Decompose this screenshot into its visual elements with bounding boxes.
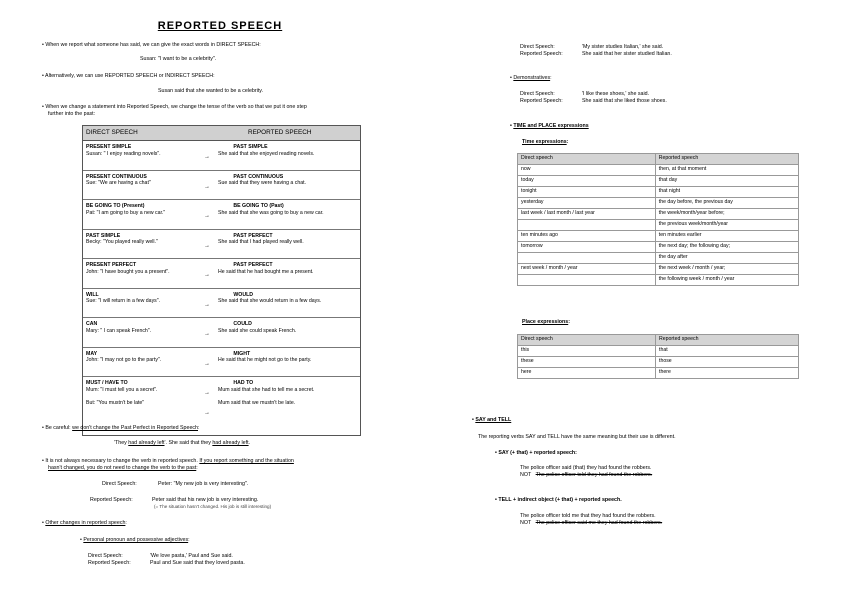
table-cell: the previous week/month/year	[655, 220, 798, 231]
bullet-tense-change: • When we change a statement into Reported Speech, we change the tense of the verb so that we put it one step	[42, 104, 307, 110]
t: :	[188, 537, 190, 543]
dem-ds-label: Direct Speech:	[520, 91, 555, 97]
t: TIME and PLACE expressions	[513, 123, 589, 129]
not-always-note: • It is not always necessary to change the verb in reported speech. If you report something and the situation	[42, 458, 294, 464]
bullet-text: When we report what someone has said, we can give the exact words in DIRECT SPEECH:	[45, 42, 261, 48]
arrow-icon: →	[204, 331, 210, 337]
reported-example: She said that she enjoyed reading novels.	[218, 150, 315, 157]
arrow-icon: →	[204, 242, 210, 249]
careful-note: • Be careful: we don't change the Past Perfect in Reported Speech:	[42, 425, 200, 431]
direct-example: John: "I may not go to the party".	[86, 357, 162, 364]
dem-rs-text: She said that she liked those shoes.	[582, 98, 667, 104]
top-ds-text: 'My sister studies Italian,' she said.	[582, 44, 664, 50]
direct-example: Mum: "I must tell you a secret".	[86, 386, 158, 393]
t: :	[568, 319, 570, 325]
table-cell: the day before, the previous day	[655, 198, 798, 209]
table-cell: yesterday	[518, 198, 656, 209]
place-expressions-heading	[522, 319, 570, 326]
direct-example: John: "I have bought you a present".	[86, 268, 170, 275]
bullet-direct-speech: • When we report what someone has said, we can give the exact words in DIRECT SPEECH:	[42, 42, 261, 48]
table-cell: that day	[655, 176, 798, 187]
p-rs-label: Reported Speech:	[88, 560, 131, 566]
arrow-icon: →	[204, 360, 210, 367]
demonstratives-heading: • Demonstratives:	[510, 75, 552, 81]
arrow-icon: →	[204, 390, 210, 396]
say-ex1: The police officer said (that) they had found the robbers.	[520, 465, 652, 471]
tell-rule: • TELL + indirect object (+ that) + reported speech.	[495, 497, 622, 503]
bullet-text-cont: further into the past:	[48, 111, 96, 117]
say-ex2	[520, 472, 652, 479]
arrow-icon: →	[204, 154, 210, 160]
table-cell: today	[518, 176, 656, 187]
table-row	[83, 200, 360, 230]
top-ds-label: Direct Speech:	[520, 44, 555, 50]
tense-direct: MAY	[86, 350, 98, 357]
time-place-heading: • TIME and PLACE expressions	[510, 123, 589, 129]
example-reported: Susan said that she wanted to be a celebrity.	[158, 88, 264, 94]
header-cell: Direct speech	[518, 335, 656, 346]
careful-post: :	[198, 425, 200, 431]
table-cell: the next week / month / year;	[655, 264, 798, 275]
table-cell: the day after	[655, 253, 798, 264]
tense-reported: BE GOING TO (Past)	[233, 203, 284, 209]
ds-label: Direct Speech:	[102, 481, 137, 487]
table-row	[518, 176, 799, 187]
tense-direct: WILL	[86, 291, 99, 298]
table-cell: that night	[655, 187, 798, 198]
direct-example: Mary: " I can speak French".	[86, 327, 152, 334]
tense-direct: CAN	[86, 321, 98, 327]
tense-reported: PAST SIMPLE	[233, 144, 268, 150]
p-ds-label: Direct Speech:	[88, 553, 123, 559]
tense-direct: PRESENT CONTINUOUS	[86, 173, 147, 180]
t: Demonstratives	[513, 75, 551, 81]
arrow-icon: →	[204, 410, 210, 416]
say-rule: • SAY (+ that) + reported speech:	[495, 450, 577, 456]
tense-table	[82, 125, 361, 436]
direct-example: Sue: "We are having a chat"	[86, 180, 151, 187]
table-row	[518, 253, 799, 264]
table-cell: those	[656, 357, 799, 368]
personal-pronoun: • Personal pronoun and possessive adjectives:	[80, 537, 190, 543]
example-direct: Susan: "I want to be a celebrity".	[140, 56, 217, 62]
table-cell: there	[656, 368, 799, 379]
header-cell: Direct speech	[518, 154, 656, 165]
bullet-reported-speech: • Alternatively, we can use REPORTED SPEECH or INDIRECT SPEECH:	[42, 73, 215, 79]
say-tell-text: The reporting verbs SAY and TELL have the same meaning but their use is different.	[478, 434, 676, 440]
bullet-text: When we change a statement into Reported Speech, we change the tense of the verb so that we put it one step	[45, 104, 307, 110]
table-cell: this	[518, 346, 656, 357]
tense-direct: MUST / HAVE TO	[86, 380, 128, 386]
table-header	[518, 154, 799, 165]
bullet-text: Alternatively, we can use REPORTED SPEECH or INDIRECT SPEECH:	[45, 73, 215, 79]
table-cell: here	[518, 368, 656, 379]
table-row	[83, 289, 360, 319]
direct-example-2: But: "You mustn't be late"	[86, 399, 145, 406]
rs-label: Reported Speech:	[90, 497, 133, 503]
t: :	[196, 465, 198, 471]
time-expressions-heading	[522, 139, 568, 146]
arrow-icon: →	[204, 272, 210, 278]
t: Personal pronoun and possessive adjectives	[83, 537, 189, 543]
table-cell	[518, 220, 656, 231]
table-row	[518, 357, 799, 368]
t: NOT	[520, 472, 532, 478]
table-row	[518, 346, 799, 357]
table-cell: the following week / month / year	[655, 275, 798, 286]
reported-example: She said she could speak French.	[218, 327, 297, 334]
table-row	[83, 171, 360, 201]
table-cell: now	[518, 165, 656, 176]
not-always-cont	[48, 465, 198, 472]
header-direct: DIRECT SPEECH	[86, 128, 138, 136]
ds-text: Peter: "My new job is very interesting".	[158, 481, 249, 487]
time-table	[517, 153, 799, 286]
place-table	[517, 334, 799, 379]
dem-rs-label: Reported Speech:	[520, 98, 563, 104]
t: hasn't changed, you do not need to change the verb to the past	[48, 465, 197, 471]
table-header	[83, 126, 360, 141]
table-row	[83, 318, 360, 348]
t: Place expressions	[522, 319, 569, 325]
table-row	[518, 242, 799, 253]
careful-underline: we don't change the Past Perfect in Reported Speech	[72, 425, 198, 431]
tense-reported: HAD TO	[233, 380, 254, 386]
t: :	[125, 520, 127, 526]
tense-direct: PRESENT PERFECT	[86, 262, 137, 268]
direct-example: Sue: "I will return in a few days".	[86, 298, 161, 305]
table-row	[518, 165, 799, 176]
t: The police officer told they had found the robbers.	[535, 472, 653, 478]
table-row	[83, 348, 360, 378]
table-cell: tonight	[518, 187, 656, 198]
arrow-icon: →	[204, 301, 210, 308]
other-changes: • Other changes in reported speech:	[42, 520, 127, 526]
tense-reported: MIGHT	[233, 350, 251, 357]
reported-example-2: Mum said that we mustn't be late.	[218, 399, 296, 406]
t: had already left	[128, 440, 165, 446]
tell-ex2	[520, 520, 662, 527]
table-row	[83, 230, 360, 260]
top-rs-text: She said that her sister studied Italian.	[582, 51, 672, 57]
table-row	[518, 198, 799, 209]
top-rs-label: Reported Speech:	[520, 51, 563, 57]
tense-direct: BE GOING TO (Present)	[86, 203, 145, 209]
t: '. She said that they	[164, 440, 213, 446]
direct-example: Becky: "You played really well."	[86, 239, 158, 246]
t: :	[550, 75, 552, 81]
table-row	[518, 209, 799, 220]
table-cell: tomorrow	[518, 242, 656, 253]
table-row	[83, 259, 360, 289]
table-cell: then, at that moment	[655, 165, 798, 176]
table-cell	[518, 275, 656, 286]
table-cell: ten minutes earlier	[655, 231, 798, 242]
t: Time expressions	[522, 139, 567, 145]
table-row	[518, 220, 799, 231]
t: :	[566, 139, 569, 145]
t: SAY (+ that) + reported speech:	[498, 450, 577, 456]
tense-reported: COULD	[233, 321, 252, 327]
table-row	[518, 275, 799, 286]
reported-example: Sue said that they were having a chat.	[218, 180, 306, 187]
header-reported: REPORTED SPEECH	[248, 128, 312, 136]
reported-example: She said that she would return in a few days.	[218, 298, 322, 305]
reported-example: She said that I had played really well.	[218, 239, 304, 246]
reported-example: She said that she was going to buy a new car.	[218, 209, 324, 216]
t: The police officer said me they had found the robbers.	[535, 520, 663, 526]
table-cell: ten minutes ago	[518, 231, 656, 242]
tell-ex1: The police officer told me that they had found the robbers.	[520, 513, 656, 519]
header-cell: Reported speech	[656, 335, 799, 346]
tense-direct: PAST SIMPLE	[86, 232, 121, 239]
table-cell: next week / month / year	[518, 264, 656, 275]
table-row	[518, 368, 799, 379]
table-row	[518, 187, 799, 198]
table-row	[83, 141, 360, 171]
arrow-icon: →	[204, 213, 210, 219]
dem-ds-text: 'I like these shoes,' she said.	[582, 91, 650, 97]
careful-example	[114, 440, 250, 447]
p-rs-text: Paul and Sue said that they loved pasta.	[150, 560, 245, 566]
rs-text: Peter said that his new job is very interesting.	[152, 497, 259, 503]
tense-reported: PAST PERFECT	[233, 262, 273, 268]
direct-example: Susan: " I enjoy reading novels".	[86, 150, 161, 157]
t: NOT	[520, 520, 532, 526]
table-row	[518, 231, 799, 242]
reported-example: He said that he might not go to the party.	[218, 357, 312, 364]
table-header	[518, 335, 799, 346]
t: TELL + indirect object (+ that) + reported speech.	[498, 497, 622, 503]
t: had already left	[212, 440, 249, 446]
table-cell: the week/month/year before;	[655, 209, 798, 220]
careful-pre: Be careful:	[45, 425, 73, 431]
direct-example: Pat: "I am going to buy a new car."	[86, 209, 166, 216]
table-cell	[518, 253, 656, 264]
t: It is not always necessary to change the verb in reported speech.	[45, 458, 200, 464]
table-cell: that	[656, 346, 799, 357]
reported-example: Mum said that she had to tell me a secret.	[218, 386, 315, 393]
p-ds-text: 'We love pasta,' Paul and Sue said.	[150, 553, 233, 559]
header-cell: Reported speech	[655, 154, 798, 165]
tense-reported: PAST CONTINUOUS	[233, 173, 284, 180]
t: Other changes in reported speech	[45, 520, 126, 526]
table-cell: last week / last month / last year	[518, 209, 656, 220]
t: If you report something and the situation	[199, 458, 294, 464]
t: SAY and TELL	[475, 417, 512, 423]
tense-reported: WOULD	[233, 291, 253, 298]
table-row	[518, 264, 799, 275]
table-cell: the next day; the following day;	[655, 242, 798, 253]
arrow-icon: →	[204, 183, 210, 190]
tense-direct: PRESENT SIMPLE	[86, 144, 132, 150]
say-tell-heading: • SAY and TELL	[472, 417, 512, 423]
reported-example: He said that he had bought me a present.	[218, 268, 314, 275]
page-title: REPORTED SPEECH	[157, 20, 283, 32]
rs-note: (= The situation hasn't changed. His job is still interesting)	[154, 504, 272, 509]
t: 'They	[114, 440, 129, 446]
t: .	[248, 440, 251, 446]
table-cell: these	[518, 357, 656, 368]
tense-reported: PAST PERFECT	[233, 232, 273, 239]
